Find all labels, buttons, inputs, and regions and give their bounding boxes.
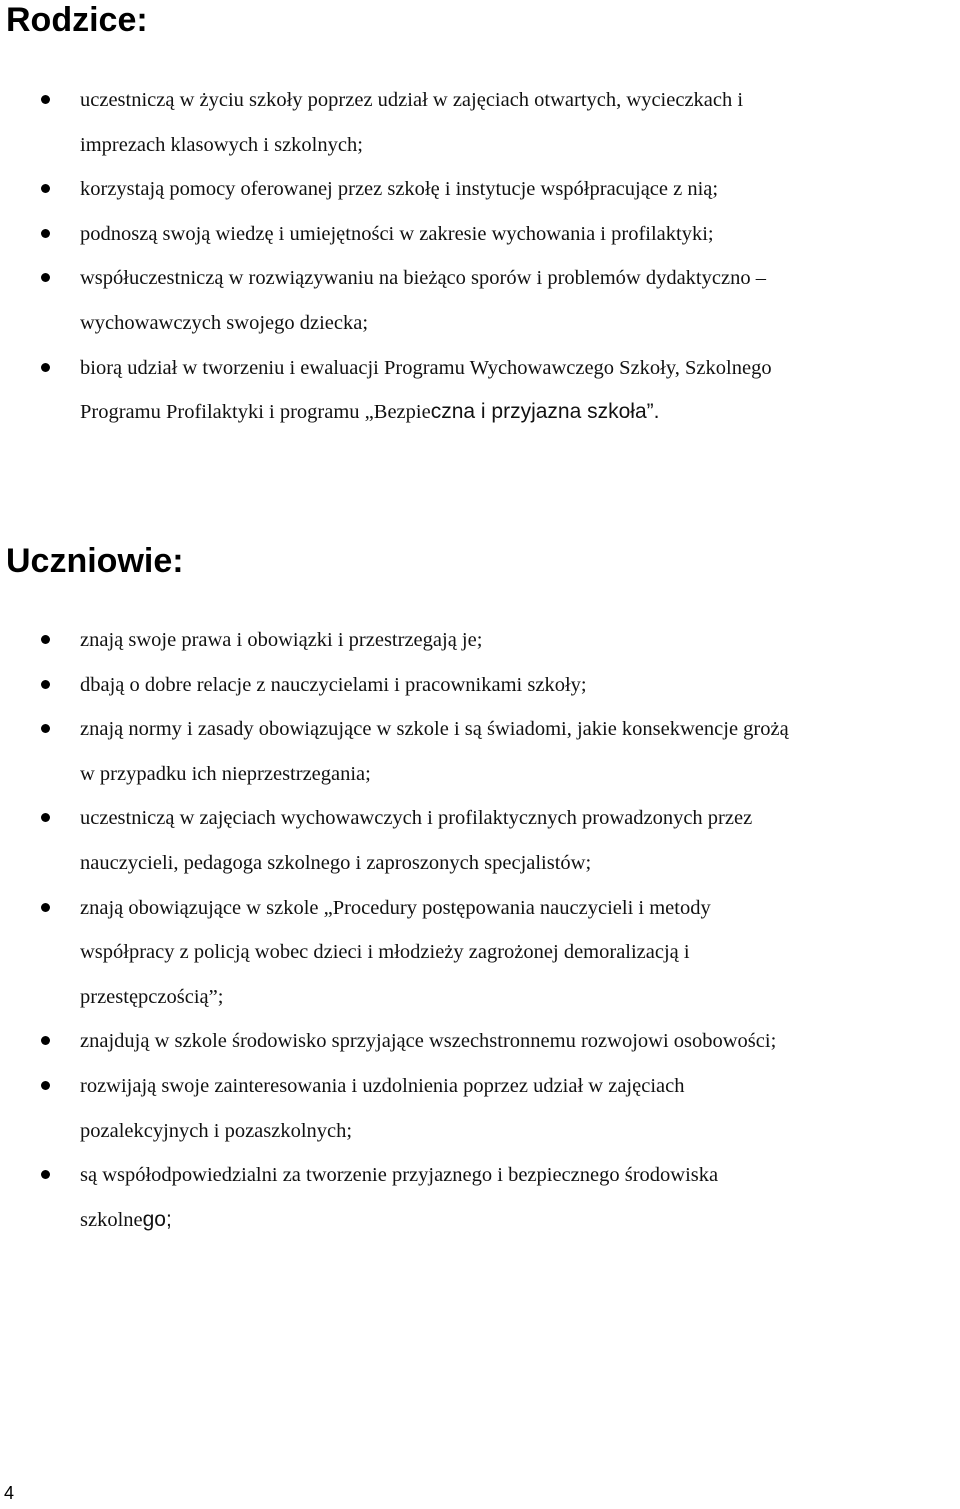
list-item-text-tail: go; xyxy=(142,1207,172,1231)
list-item xyxy=(0,707,930,796)
list-item xyxy=(0,346,930,435)
list-item-line: imprezach klasowych i szkolnych; xyxy=(80,133,363,156)
bullet-icon xyxy=(41,635,50,644)
list-item-line: znajdują w szkole środowisko sprzyjające wszechstronnemu rozwojowi osobowości; xyxy=(80,1030,777,1053)
list-item-line: dbają o dobre relacje z nauczycielami i pracownikami szkoły; xyxy=(80,673,587,696)
list-item xyxy=(0,618,930,663)
bullet-list-uczniowie xyxy=(0,618,930,1242)
bullet-icon xyxy=(41,273,50,282)
bullet-icon xyxy=(41,1170,50,1179)
list-item-line: są współodpowiedzialni za tworzenie przyjaznego i bezpiecznego środowiska xyxy=(80,1164,719,1187)
page-number: 4 xyxy=(4,1483,15,1503)
list-item xyxy=(0,256,930,345)
list-item-text-tail: czna i przyjazna szkoła”. xyxy=(430,400,660,424)
list-item-text: Programu Profilaktyki i programu „Bezpie xyxy=(80,401,431,424)
list-item-line: pozalekcyjnych i pozaszkolnych; xyxy=(80,1119,353,1142)
list-item-line: współpracy z policją wobec dzieci i młodzieży zagrożonej demoralizacją i xyxy=(80,941,690,964)
bullet-icon xyxy=(41,813,50,822)
bullet-icon xyxy=(41,903,50,912)
bullet-icon xyxy=(41,724,50,733)
list-item-line: podnoszą swoją wiedzę i umiejętności w zakresie wychowania i profilaktyki; xyxy=(80,222,714,245)
list-item-line: znają swoje prawa i obowiązki i przestrzegają je; xyxy=(80,629,483,651)
list-item xyxy=(0,1019,930,1064)
list-item-line: uczestniczą w zajęciach wychowawczych i profilaktycznych prowadzonych przez xyxy=(80,807,753,830)
list-item-line: w przypadku ich nieprzestrzegania; xyxy=(80,762,371,785)
list-item xyxy=(0,886,930,1020)
list-item-line xyxy=(80,390,930,435)
list-item-line xyxy=(80,1198,930,1243)
list-item xyxy=(0,796,930,885)
list-item-line: przestępczością”; xyxy=(80,985,224,1008)
bullet-icon xyxy=(41,1036,50,1045)
list-item-line: biorą udział w tworzeniu i ewaluacji Programu Wychowawczego Szkoły, Szkolnego xyxy=(80,356,772,379)
list-item-line: wychowawczych swojego dziecka; xyxy=(80,311,369,334)
bullet-icon xyxy=(41,680,50,689)
bullet-icon xyxy=(41,184,50,193)
list-item-line: rozwijają swoje zainteresowania i uzdolnienia poprzez udział w zajęciach xyxy=(80,1074,685,1097)
list-item-line: korzystają pomocy oferowanej przez szkołę i instytucje współpracujące z nią; xyxy=(80,178,719,201)
section-heading-rodzice: Rodzice: xyxy=(6,1,148,39)
bullet-icon xyxy=(41,363,50,372)
list-item-line: znają obowiązujące w szkole „Procedury postępowania nauczycieli i metody xyxy=(80,896,711,919)
bullet-icon xyxy=(41,95,50,104)
list-item xyxy=(0,1153,930,1242)
list-item xyxy=(0,663,930,708)
bullet-list-rodzice xyxy=(0,78,930,435)
list-item-line: uczestniczą w życiu szkoły poprzez udział w zajęciach otwartych, wycieczkach i xyxy=(80,89,744,111)
section-heading-uczniowie: Uczniowie: xyxy=(6,542,184,580)
list-item-line: nauczycieli, pedagoga szkolnego i zaproszonych specjalistów; xyxy=(80,851,592,874)
bullet-icon xyxy=(41,1081,50,1090)
list-item xyxy=(0,78,930,167)
list-item xyxy=(0,167,930,212)
list-item xyxy=(0,1064,930,1153)
list-item-text: szkolne xyxy=(80,1208,143,1231)
list-item xyxy=(0,212,930,257)
bullet-icon xyxy=(41,229,50,238)
list-item-line: współuczestniczą w rozwiązywaniu na bieżąco sporów i problemów dydaktyczno – xyxy=(80,267,766,290)
list-item-line: znają normy i zasady obowiązujące w szkole i są świadomi, jakie konsekwencje grożą xyxy=(80,718,789,741)
